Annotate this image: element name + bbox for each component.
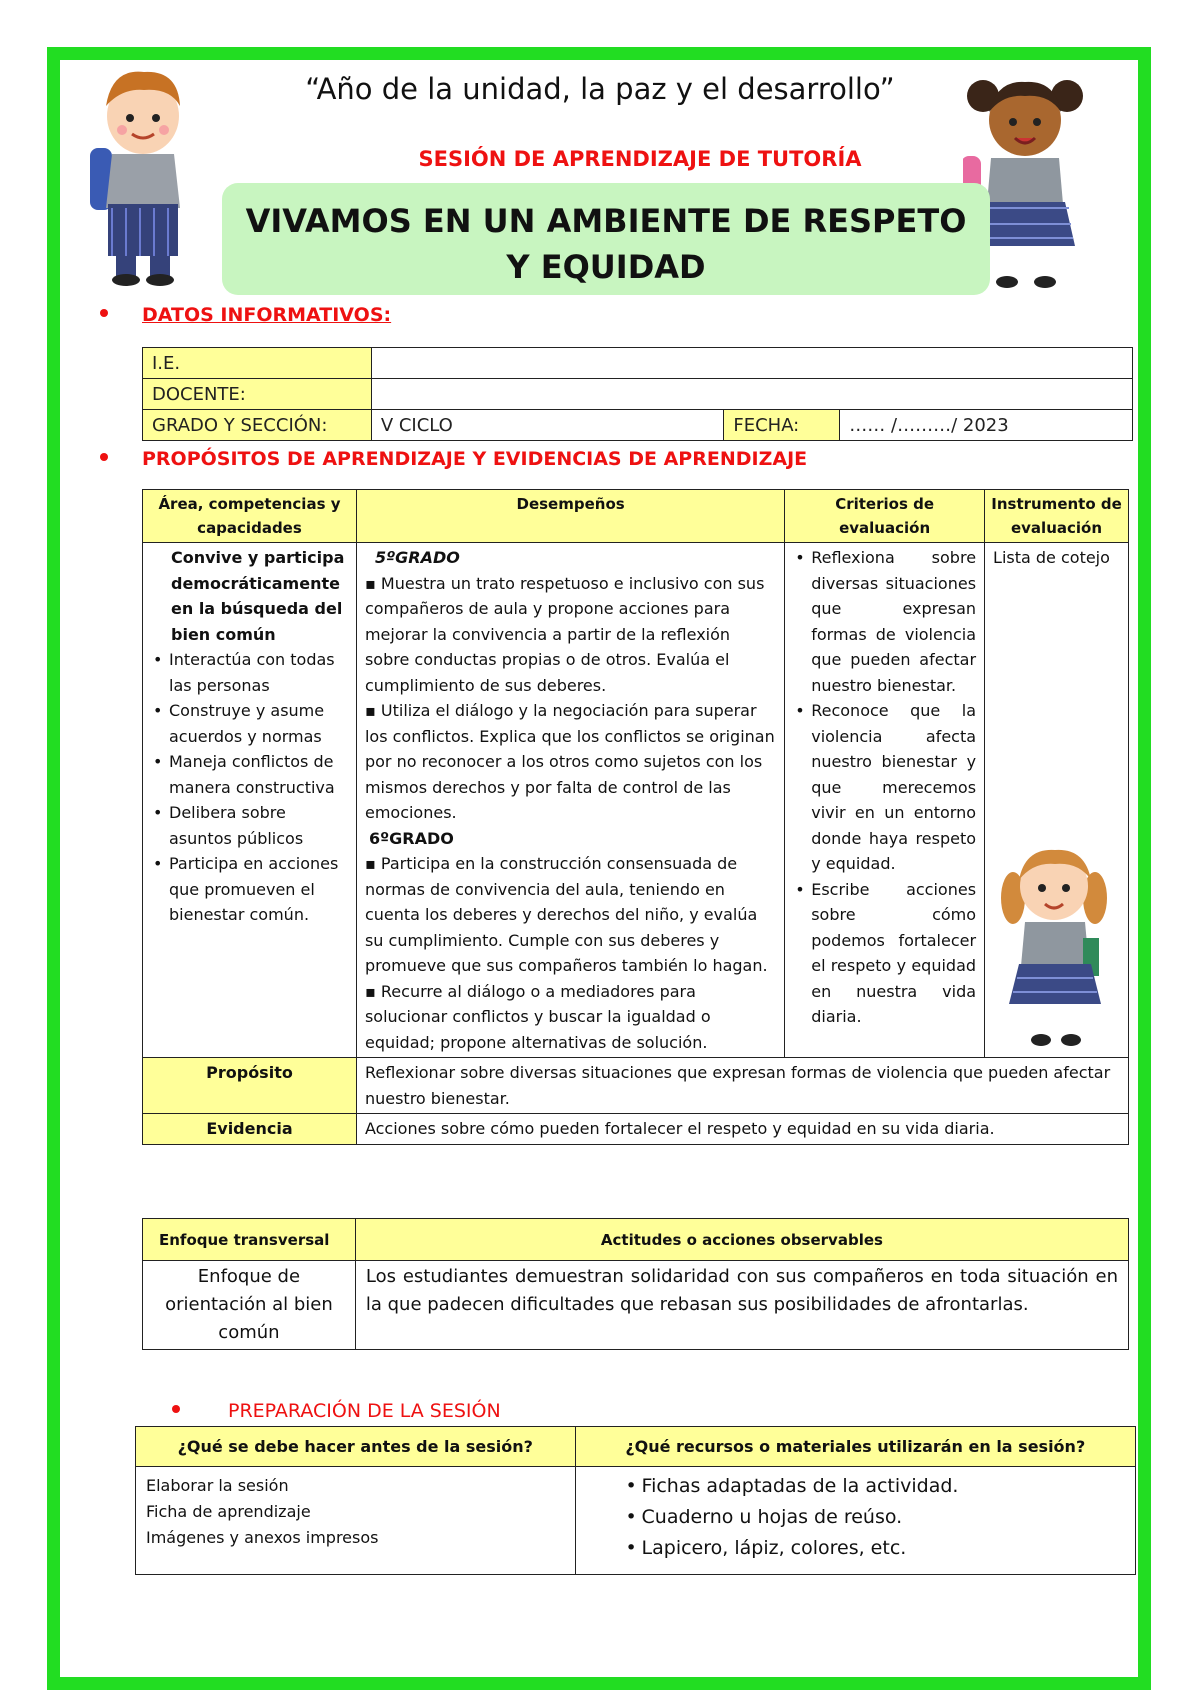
instrumento-cell [985, 543, 1129, 1058]
criterios-list [793, 545, 976, 1030]
list-item: • Interactúa con todas las personas [151, 647, 348, 698]
list-item: Imágenes y anexos impresos [146, 1528, 379, 1547]
grade6-label: 6ºGRADO [368, 828, 454, 848]
actitudes-value: Los estudiantes demuestran solidaridad con sus compañeros en toda situación en la que padecen dificultades que rebasan sus posibilidades de afrontarlas. [355, 1261, 1128, 1350]
table-row [143, 1058, 1129, 1114]
list-item: • Maneja conflictos de manera constructiva [151, 749, 348, 800]
col-enfoque: Enfoque transversal [143, 1219, 356, 1261]
preparacion-heading [228, 1400, 501, 1422]
session-type: SESIÓN DE APRENDIZAJE DE TUTORÍA [418, 147, 862, 171]
fecha-value: …… /………/ 2023 [840, 410, 1133, 441]
bullet-icon [100, 309, 108, 317]
datos-heading [142, 304, 391, 326]
enfoque-table [142, 1218, 1129, 1350]
col-desempenos: Desempeños [356, 490, 784, 543]
evidencia-label: Evidencia [143, 1114, 357, 1145]
evidencia-value: Acciones sobre cómo pueden fortalecer el respeto y equidad en su vida diaria. [356, 1114, 1128, 1145]
col-criterios: Criterios de evaluación [785, 490, 985, 543]
competencia: Convive y participa democráticamente en la búsqueda del bien común [171, 548, 345, 644]
datos-table [142, 347, 1133, 441]
bullet-icon [100, 453, 108, 461]
title-line-2: Y EQUIDAD [506, 248, 706, 286]
table-header-row [143, 490, 1129, 543]
year-motto: “Año de la unidad, la paz y el desarrollo” [305, 72, 895, 106]
enfoque-value: Enfoque de orientación al bien común [143, 1261, 356, 1350]
boy-student-illustration [82, 58, 204, 288]
proposito-label: Propósito [143, 1058, 357, 1114]
fecha-label: FECHA: [724, 410, 840, 441]
materiales-list [586, 1471, 1125, 1564]
list-item: Ficha de aprendizaje [146, 1502, 311, 1521]
ie-label: I.E. [143, 348, 372, 379]
list-item: • Delibera sobre asuntos públicos [151, 800, 348, 851]
col-area: Área, competencias y capacidades [143, 490, 357, 543]
propositos-heading-text: PROPÓSITOS DE APRENDIZAJE Y EVIDENCIAS DE APRENDIZAJE [142, 448, 808, 470]
docente-value [371, 379, 1132, 410]
table-row [136, 1467, 1136, 1575]
capacidades-list [151, 647, 348, 928]
datos-heading-text: DATOS INFORMATIVOS: [142, 304, 392, 326]
list-item: • Fichas adaptadas de la actividad. [624, 1471, 1125, 1502]
docente-label: DOCENTE: [143, 379, 372, 410]
proposito-value: Reflexionar sobre diversas situaciones que expresan formas de violencia que pueden afectar nuestro bienestar. [356, 1058, 1128, 1114]
table-row [143, 379, 1133, 410]
table-row [143, 543, 1129, 1058]
grado-value: V CICLO [371, 410, 724, 441]
table-row [143, 1114, 1129, 1145]
bullet-icon [172, 1405, 180, 1413]
antes-cell [136, 1467, 576, 1575]
criterios-cell [785, 543, 985, 1058]
desempeno-item: ▪ Participa en la construcción consensuada de normas de convivencia del aula, teniendo en cuenta los deberes y derechos del niño, y evalúa su cumplimiento. Cumple con sus deberes y promueve que sus compañeros también lo hagan. [364, 854, 768, 975]
session-title [222, 198, 990, 290]
instrumento-value: Lista de cotejo [993, 548, 1110, 567]
grade5-label: 5ºGRADO [374, 548, 460, 567]
list-item: • Construye y asume acuerdos y normas [151, 698, 348, 749]
table-row [143, 348, 1133, 379]
list-item: • Participa en acciones que promueven el bienestar común. [151, 851, 348, 928]
list-item: • Reflexiona sobre diversas situaciones que expresan formas de violencia que pueden afectar nuestro bienestar. [793, 545, 976, 698]
desempeno-item: ▪ Recurre al diálogo o a mediadores para solucionar conflictos y buscar la igualdad o equidad; propone alternativas de solución. [364, 981, 711, 1052]
table-header-row [143, 1219, 1129, 1261]
preparacion-table [135, 1426, 1136, 1575]
desempenos-cell [356, 543, 784, 1058]
title-box [222, 183, 990, 295]
table-header-row [136, 1427, 1136, 1467]
grado-label: GRADO Y SECCIÓN: [143, 410, 372, 441]
preparacion-heading-text: PREPARACIÓN DE LA SESIÓN [228, 1400, 501, 1422]
area-cell [143, 543, 357, 1058]
table-row [143, 410, 1133, 441]
list-item: • Reconoce que la violencia afecta nuestro bienestar y que merecemos vivir en un entorno donde haya respeto y equidad. [793, 698, 976, 877]
girl-with-book-illustration [995, 838, 1115, 1058]
propositos-heading [142, 448, 807, 470]
list-item: Elaborar la sesión [146, 1476, 289, 1495]
ie-value [371, 348, 1132, 379]
col-actitudes: Actitudes o acciones observables [355, 1219, 1128, 1261]
title-line-1: VIVAMOS EN UN AMBIENTE DE RESPETO [245, 202, 967, 240]
desempeno-item: ▪ Utiliza el diálogo y la negociación para superar los conflictos. Explica que los conflictos se originan por no reconocer a los otros como sujetos con los mismos derechos y por falta de control de las emociones. [364, 701, 775, 822]
col-materiales: ¿Qué recursos o materiales utilizarán en la sesión? [575, 1427, 1135, 1467]
materiales-cell [575, 1467, 1135, 1575]
col-antes: ¿Qué se debe hacer antes de la sesión? [136, 1427, 576, 1467]
desempeno-item: ▪ Muestra un trato respetuoso e inclusivo con sus compañeros de aula y propone acciones para mejorar la convivencia a partir de la reflexión sobre conductas propias o de otros. Evalúa el cumplimiento de sus deberes. [364, 573, 765, 695]
propositos-table [142, 489, 1129, 1145]
list-item: • Escribe acciones sobre cómo podemos fortalecer el respeto y equidad en nuestra vida diaria. [793, 877, 976, 1030]
list-item: • Cuaderno u hojas de reúso. [624, 1502, 1125, 1533]
list-item: • Lapicero, lápiz, colores, etc. [624, 1533, 1125, 1564]
col-instrumento: Instrumento de evaluación [985, 490, 1129, 543]
table-row [143, 1261, 1129, 1350]
